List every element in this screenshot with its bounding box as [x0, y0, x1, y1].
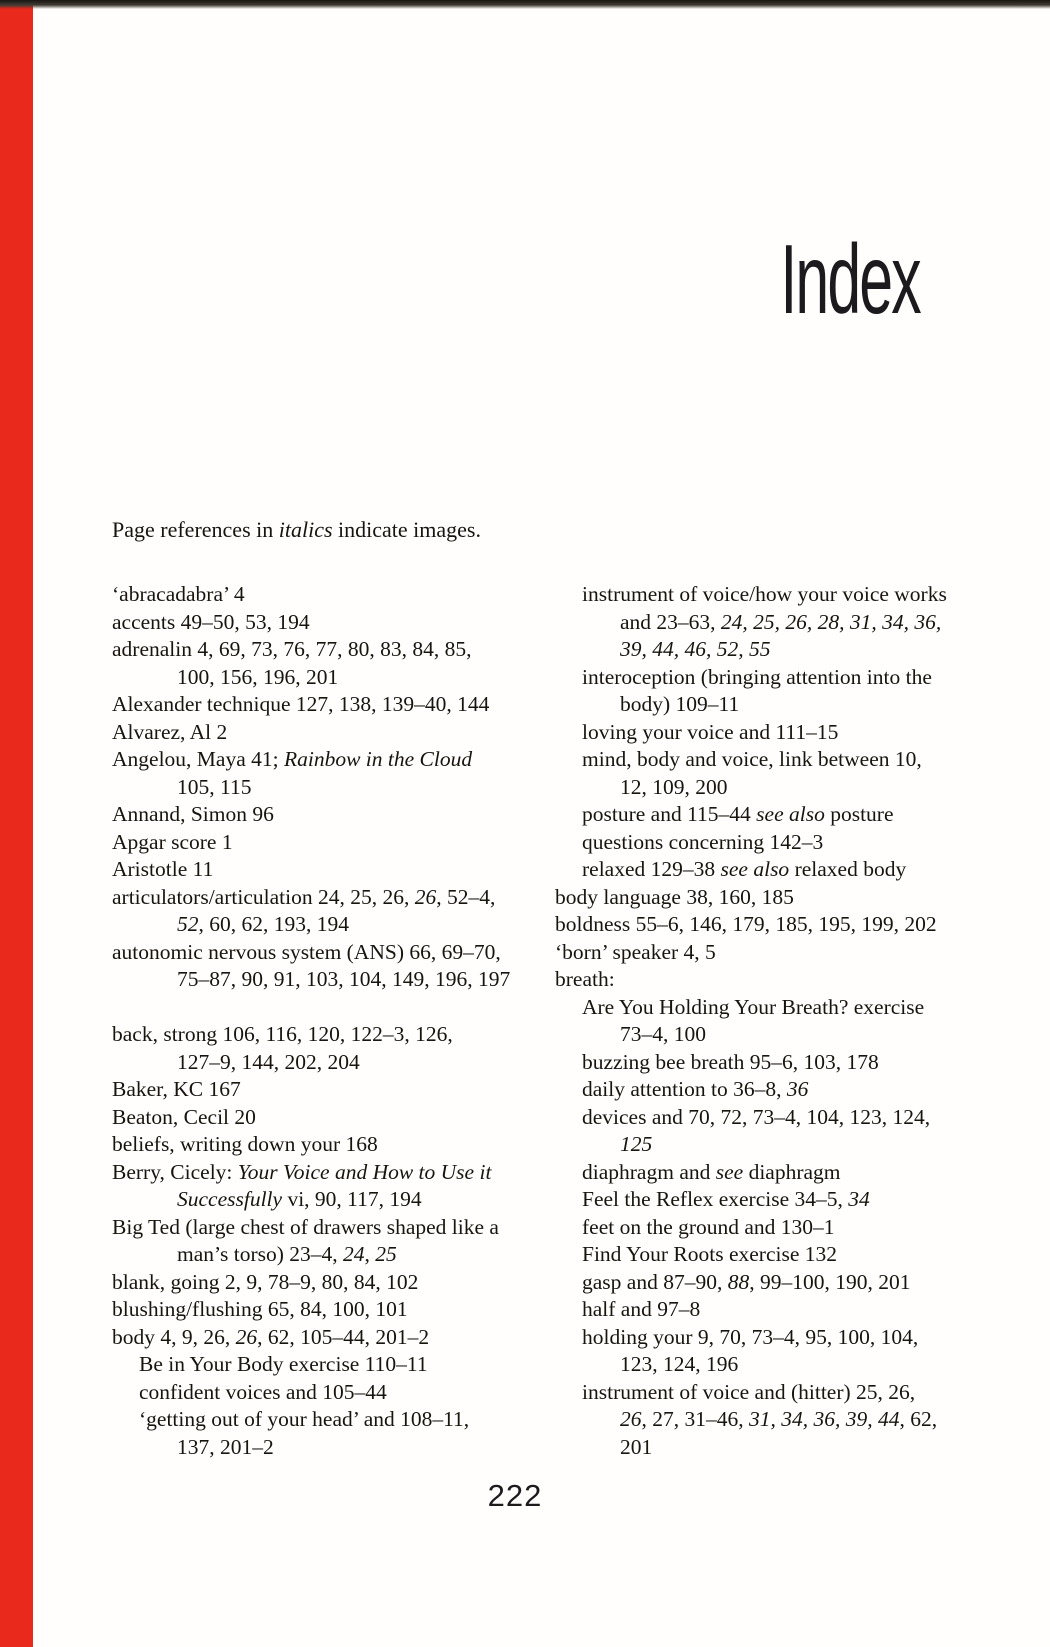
index-column-left — [112, 581, 555, 1461]
index-entry-line: Berry, Cicely: Your Voice and How to Use it — [112, 1159, 492, 1184]
index-entry-line: gasp and 87–90, 88, 99–100, 190, 201 — [582, 1269, 911, 1294]
index-entry-line: autonomic nervous system (ANS) 66, 69–70, — [112, 939, 501, 964]
index-entry-line: Beaton, Cecil 20 — [112, 1104, 256, 1129]
index-entry-line: ‘born’ speaker 4, 5 — [555, 939, 716, 964]
index-entry-line: daily attention to 36–8, 36 — [582, 1077, 809, 1101]
page-title: Index — [780, 224, 920, 334]
index-entry-line: half and 97–8 — [582, 1297, 701, 1321]
index-entry-line: 12, 109, 200 — [620, 774, 728, 799]
index-entry-line: Baker, KC 167 — [112, 1077, 241, 1101]
index-entry-line: feet on the ground and 130–1 — [582, 1214, 835, 1239]
index-entry-line: Be in Your Body exercise 110–11 — [139, 1352, 428, 1376]
index-entry-line: 39, 44, 46, 52, 55 — [620, 637, 771, 661]
index-entry-line: Successfully vi, 90, 117, 194 — [177, 1187, 422, 1211]
index-entry-line: 100, 156, 196, 201 — [177, 664, 339, 689]
index-entry-line: relaxed 129–38 see also relaxed body — [582, 857, 907, 881]
index-entry-line: ‘getting out of your head’ and 108–11, — [139, 1407, 470, 1431]
index-entry-line: Alvarez, Al 2 — [112, 719, 228, 744]
index-entry-line: body) 109–11 — [620, 692, 740, 716]
index-entry-line: breath: — [555, 967, 615, 991]
index-entry-line: questions concerning 142–3 — [582, 829, 824, 854]
intro-note: Page references in italics indicate images. — [112, 517, 481, 542]
index-entry-line: interoception (bringing attention into the — [582, 664, 932, 689]
page-edge-stripe — [0, 0, 33, 1647]
index-entry-line: Apgar score 1 — [112, 829, 233, 854]
index-entry-line: 125 — [620, 1132, 653, 1156]
index-entry-line: adrenalin 4, 69, 73, 76, 77, 80, 83, 84, 85, — [112, 637, 472, 661]
index-entry-line: Annand, Simon 96 — [112, 802, 274, 826]
index-entry-line: 73–4, 100 — [620, 1022, 706, 1046]
index-entry-line: loving your voice and 111–15 — [582, 719, 839, 744]
index-entry-line: Are You Holding Your Breath? exercise — [582, 994, 925, 1019]
index-entry-line: 75–87, 90, 91, 103, 104, 149, 196, 197 — [177, 967, 511, 991]
index-entry-line: 105, 115 — [177, 774, 252, 799]
index-entry-line: and 23–63, 24, 25, 26, 28, 31, 34, 36, — [620, 609, 942, 634]
index-entry-line: Big Ted (large chest of drawers shaped like a — [112, 1214, 499, 1239]
index-entry-line: beliefs, writing down your 168 — [112, 1132, 378, 1156]
index-entry-line: 123, 124, 196 — [620, 1352, 739, 1376]
index-entry-line: devices and 70, 72, 73–4, 104, 123, 124, — [582, 1104, 931, 1129]
index-entry-line: Alexander technique 127, 138, 139–40, 144 — [112, 692, 490, 716]
index-entry-line: articulators/articulation 24, 25, 26, 26, 52–4, — [112, 884, 496, 909]
page-number: 222 — [487, 1478, 543, 1513]
index-entry-line: instrument of voice/how your voice works — [582, 582, 947, 606]
index-entry-line: blank, going 2, 9, 78–9, 80, 84, 102 — [112, 1269, 419, 1294]
index-entry-line: body language 38, 160, 185 — [555, 884, 794, 909]
index-entry-line: Angelou, Maya 41; Rainbow in the Cloud — [112, 747, 473, 771]
index-entry-line: man’s torso) 23–4, 24, 25 — [177, 1242, 397, 1266]
index-entry-line: ‘abracadabra’ 4 — [112, 582, 245, 606]
scan-edge-shadow — [0, 0, 1050, 9]
index-entry-line: boldness 55–6, 146, 179, 185, 195, 199, 202 — [555, 912, 937, 936]
index-entry-line: 52, 60, 62, 193, 194 — [177, 912, 349, 936]
index-entry-line: 26, 27, 31–46, 31, 34, 36, 39, 44, 62, — [620, 1407, 938, 1431]
index-entry-line: posture and 115–44 see also posture — [582, 802, 894, 826]
index-entry-line: diaphragm and see diaphragm — [582, 1159, 841, 1184]
index-entry-line: accents 49–50, 53, 194 — [112, 609, 310, 634]
index-entry-line: holding your 9, 70, 73–4, 95, 100, 104, — [582, 1324, 919, 1349]
index-entry-line: instrument of voice and (hitter) 25, 26, — [582, 1379, 916, 1404]
index-entry-line: blushing/flushing 65, 84, 100, 101 — [112, 1297, 408, 1321]
index-entry-line: Aristotle 11 — [112, 857, 214, 881]
index-entry-line: back, strong 106, 116, 120, 122–3, 126, — [112, 1022, 453, 1046]
index-column-right — [555, 581, 992, 1461]
index-entry-line: 127–9, 144, 202, 204 — [177, 1049, 360, 1074]
index-entry-line: body 4, 9, 26, 26, 62, 105–44, 201–2 — [112, 1324, 430, 1349]
index-entry-line: Find Your Roots exercise 132 — [582, 1242, 838, 1266]
index-entry-line: confident voices and 105–44 — [139, 1379, 387, 1404]
index-section-gap — [112, 994, 555, 1022]
index-entry-line: Feel the Reflex exercise 34–5, 34 — [582, 1187, 870, 1211]
index-columns — [112, 581, 1002, 1461]
index-entry-line: 201 — [620, 1434, 653, 1459]
index-entry-line: mind, body and voice, link between 10, — [582, 747, 922, 771]
index-entry-line: 137, 201–2 — [177, 1434, 274, 1459]
index-entry-line: buzzing bee breath 95–6, 103, 178 — [582, 1049, 879, 1074]
